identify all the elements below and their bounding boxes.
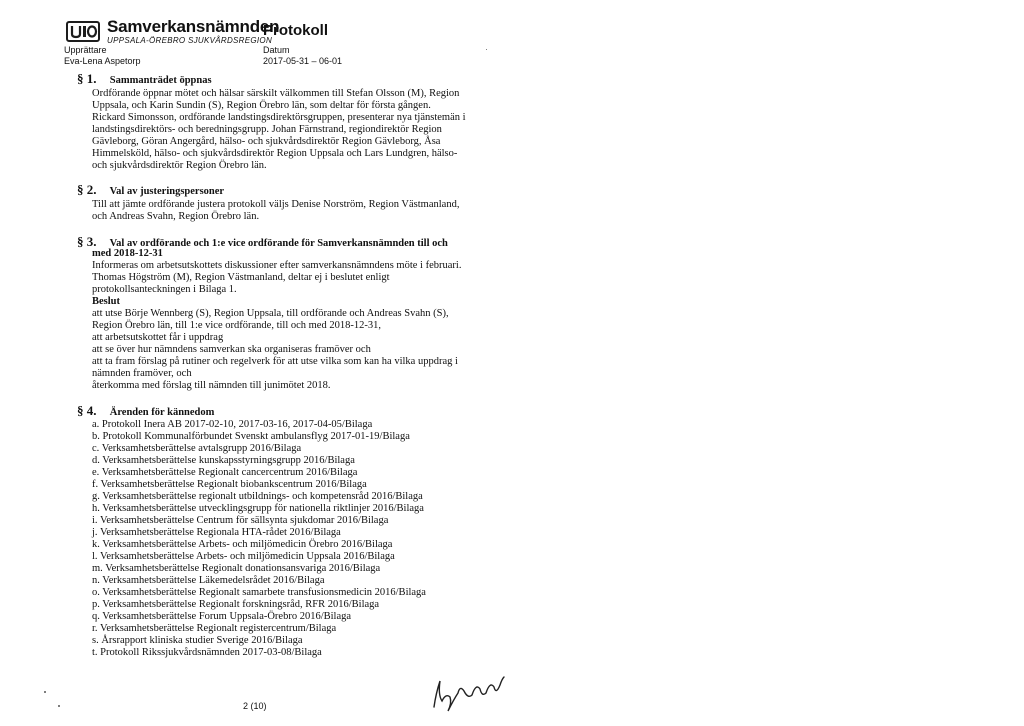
list-item: d. Verksamhetsberättelse kunskapsstyrningsgrupp 2016/Bilaga <box>92 455 355 466</box>
section-2-line: Till att jämte ordförande justera protokoll väljs Denise Norström, Region Västmanland, <box>92 199 460 210</box>
handwritten-signature <box>428 673 510 713</box>
list-item: b. Protokoll Kommunalförbundet Svenskt ambulansflyg 2017-01-19/Bilaga <box>92 431 410 442</box>
beslut-line: nämnden framöver, och <box>92 368 192 379</box>
section-4-heading <box>77 405 214 419</box>
section-1-line: Rickard Simonsson, ordförande landstingsdirektörsgruppen, presenterar nya tjänstemän i <box>92 112 466 123</box>
section-2-line: och Andreas Svahn, Region Örebro län. <box>92 211 260 222</box>
section-number: § 1. <box>77 71 97 86</box>
list-item: t. Protokoll Rikssjukvårdsnämnden 2017-03-08/Bilaga <box>92 647 322 658</box>
beslut-line: återkomma med förslag till nämnden till junimötet 2018. <box>92 380 331 391</box>
section-1-line: och sjukvårdsdirektör Region Örebro län. <box>92 160 267 171</box>
list-item: e. Verksamhetsberättelse Regionalt cancercentrum 2016/Bilaga <box>92 467 358 478</box>
date-label: Datum <box>263 45 290 55</box>
organization-subtitle: UPPSALA-ÖREBRO SJUKVÅRDSREGION <box>107 36 273 45</box>
section-title: Ärenden för kännedom <box>109 407 215 418</box>
section-number: § 4. <box>77 403 97 418</box>
list-item: i. Verksamhetsberättelse Centrum för sällsynta sjukdomar 2016/Bilaga <box>92 515 389 526</box>
section-number: § 2. <box>77 182 97 197</box>
beslut-line: Region Örebro län, till 1:e vice ordförande, till och med 2018-12-31, <box>92 320 381 331</box>
list-item: m. Verksamhetsberättelse Regionalt donationsansvariga 2016/Bilaga <box>92 563 381 574</box>
date-value: 2017-05-31 – 06-01 <box>263 56 343 66</box>
list-item: l. Verksamhetsberättelse Arbets- och miljömedicin Uppsala 2016/Bilaga <box>92 551 395 562</box>
section-2-heading <box>77 184 224 198</box>
list-item: h. Verksamhetsberättelse utvecklingsgrupp för nationella riktlinjer 2016/Bilaga <box>92 503 424 514</box>
page-number: 2 (10) <box>243 701 267 711</box>
list-item: r. Verksamhetsberättelse Regionalt registercentrum/Bilaga <box>92 623 337 634</box>
list-item: s. Årsrapport kliniska studier Sverige 2016/Bilaga <box>92 635 303 646</box>
list-item: n. Verksamhetsberättelse Läkemedelsrådet 2016/Bilaga <box>92 575 325 586</box>
section-3-title-continued: med 2018-12-31 <box>92 248 163 259</box>
list-item: f. Verksamhetsberättelse Regionalt biobankscentrum 2016/Bilaga <box>92 479 367 490</box>
document-type: Protokoll <box>263 22 329 39</box>
organization-logo <box>66 21 100 42</box>
section-1-line: landstingsdirektörs- och beredningsgrupp. Johan Färnstrand, regiondirektör Region <box>92 124 442 135</box>
organization-name: Samverkansnämnden <box>107 17 280 36</box>
section-number: § 3. <box>77 234 97 249</box>
scan-speck <box>486 49 487 50</box>
section-title: Val av justeringspersoner <box>109 186 225 197</box>
list-item: q. Verksamhetsberättelse Forum Uppsala-Örebro 2016/Bilaga <box>92 611 352 622</box>
list-item: o. Verksamhetsberättelse Regionalt samarbete transfusionsmedicin 2016/Bilaga <box>92 587 426 598</box>
list-item: k. Verksamhetsberättelse Arbets- och miljömedicin Örebro 2016/Bilaga <box>92 539 393 550</box>
scan-speck <box>44 691 46 693</box>
section-1-line: Gävleborg, Göran Angergård, hälso- och sjukvårdsdirektör Region Gävleborg, Åsa <box>92 136 441 147</box>
beslut-line: att se över hur nämndens samverkan ska organiseras framöver och <box>92 344 371 355</box>
scan-speck <box>58 705 60 707</box>
section-title: Val av ordförande och 1:e vice ordförande för Samverkansnämnden till och <box>109 238 448 249</box>
beslut-label: Beslut <box>92 296 121 307</box>
section-3-line: Thomas Högström (M), Region Västmanland, deltar ej i beslutet enligt <box>92 272 390 283</box>
list-item: c. Verksamhetsberättelse avtalsgrupp 2016/Bilaga <box>92 443 302 454</box>
upprattare-name: Eva-Lena Aspetorp <box>64 56 141 66</box>
section-1-line: Uppsala, och Karin Sundin (S), Region Örebro län, som deltar för första gången. <box>92 100 431 111</box>
upprattare-label: Upprättare <box>64 45 107 55</box>
list-item: a. Protokoll Inera AB 2017-02-10, 2017-03-16, 2017-04-05/Bilaga <box>92 419 373 430</box>
beslut-line: att arbetsutskottet får i uppdrag <box>92 332 224 343</box>
beslut-line: att ta fram förslag på rutiner och regelverk för att utse vilka som kan ha vilka uppdrag i <box>92 356 458 367</box>
list-item: p. Verksamhetsberättelse Regionalt forskningsråd, RFR 2016/Bilaga <box>92 599 380 610</box>
section-1-line: Ordförande öppnar mötet och hälsar särskilt välkommen till Stefan Olsson (M), Region <box>92 88 460 99</box>
list-item: g. Verksamhetsberättelse regionalt utbildnings- och kompetensråd 2016/Bilaga <box>92 491 423 502</box>
list-item: j. Verksamhetsberättelse Regionala HTA-rådet 2016/Bilaga <box>92 527 341 538</box>
section-1-heading <box>77 73 212 87</box>
beslut-line: att utse Börje Wennberg (S), Region Uppsala, till ordförande och Andreas Svahn (S), <box>92 308 449 319</box>
section-3-line: protokollsanteckningen i Bilaga 1. <box>92 284 237 295</box>
section-1-line: Himmelsköld, hälso- och sjukvårdsdirektör Region Uppsala och Lars Lundgren, hälso- <box>92 148 458 159</box>
section-3-line: Informeras om arbetsutskottets diskussioner efter samverkansnämndens möte i februari. <box>92 260 462 271</box>
section-title: Sammanträdet öppnas <box>109 75 212 86</box>
